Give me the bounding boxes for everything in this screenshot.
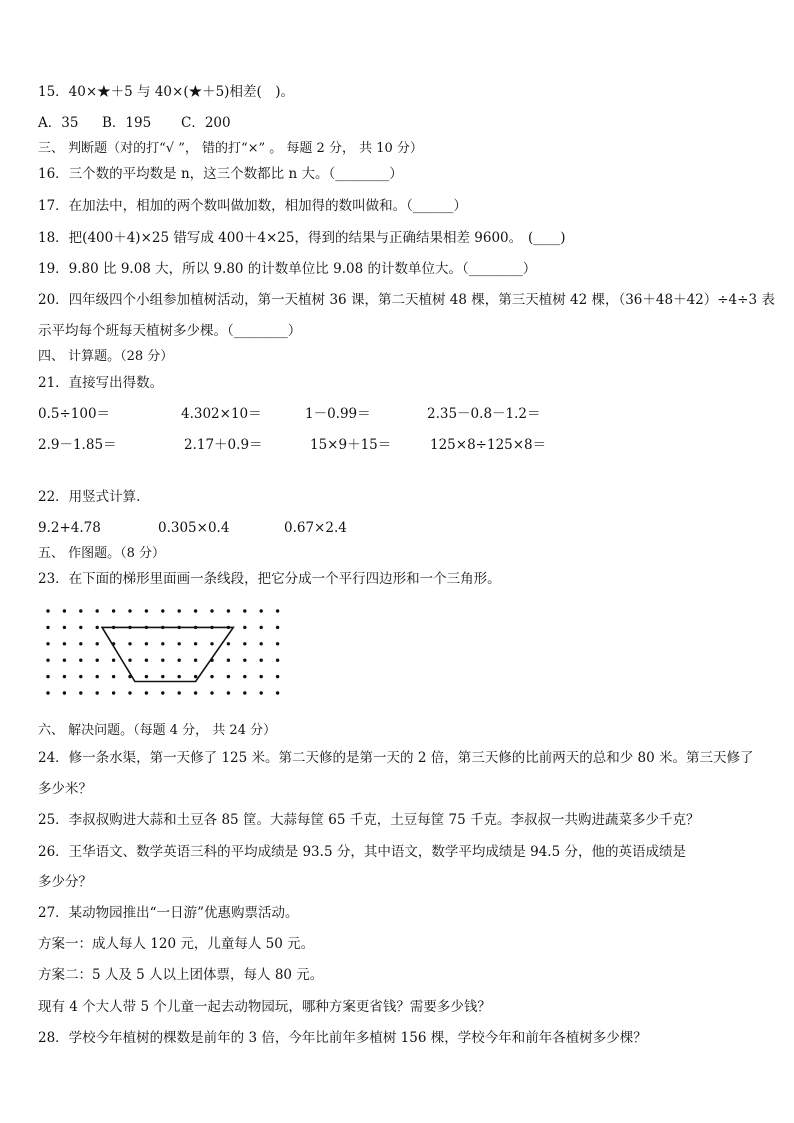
grid-dot (79, 691, 82, 694)
grid-dot (63, 609, 66, 612)
grid-dot (194, 609, 197, 612)
grid-dot (63, 691, 66, 694)
grid-dot (112, 675, 115, 678)
calc-item: 2.9－1.85＝ (38, 437, 117, 453)
grid-dot (63, 642, 66, 645)
grid-dot (260, 642, 263, 645)
calc-item: 125×8÷125×8＝ (430, 437, 547, 453)
grid-dot (178, 659, 181, 662)
question-25: 25．李叔叔购进大蒜和土豆各 85 筐。大蒜每筐 65 千克，土豆每筐 75 千克。李叔叔一共购进蔬菜多少千克？ (38, 812, 700, 828)
grid-dot (128, 642, 131, 645)
trapezoid-shape (102, 627, 233, 681)
question-24-line-2: 多少米？ (38, 781, 92, 797)
grid-dot (243, 659, 246, 662)
grid-dot (260, 675, 263, 678)
grid-dot (46, 626, 49, 629)
question-22-stem: 22．用竖式计算. (38, 489, 141, 505)
calc-item: 1－0.99＝ (305, 406, 371, 422)
grid-dot (79, 609, 82, 612)
grid-dot (210, 642, 213, 645)
vertical-calc-item: 0.67×2.4 (284, 520, 347, 536)
grid-dot (161, 642, 164, 645)
grid-dot (96, 642, 99, 645)
grid-dot (276, 675, 279, 678)
grid-dot (79, 659, 82, 662)
grid-dot (161, 659, 164, 662)
grid-dot (96, 675, 99, 678)
calc-item: 0.5÷100＝ (38, 406, 111, 422)
grid-dot (46, 659, 49, 662)
grid-dot (227, 675, 230, 678)
grid-dot (128, 609, 131, 612)
grid-dot (276, 691, 279, 694)
question-19: 19．9.80 比 9.08 大，所以 9.80 的计数单位比 9.08 的计数单位大。（________） (38, 261, 537, 277)
grid-dot (145, 691, 148, 694)
grid-dot (145, 642, 148, 645)
grid-dot (161, 691, 164, 694)
calc-item: 2.17＋0.9＝ (184, 437, 263, 453)
grid-dot (178, 691, 181, 694)
grid-dot (243, 691, 246, 694)
section-5-heading: 五、 作图题。（8 分） (38, 546, 166, 561)
grid-dot (227, 642, 230, 645)
question-26-line-1: 26．王华语文、数学英语三科的平均成绩是 93.5 分，其中语文，数学平均成绩是 94.5 分，他的英语成绩是 (38, 844, 686, 860)
grid-dot (210, 675, 213, 678)
question-26-line-2: 多少分？ (38, 874, 92, 890)
question-21-stem: 21．直接写出得数。 (38, 375, 164, 391)
grid-dot (276, 626, 279, 629)
grid-dot (46, 609, 49, 612)
grid-dot (112, 659, 115, 662)
grid-dot (161, 675, 164, 678)
grid-dot (210, 691, 213, 694)
question-15-stem: 15．40×★＋5 与 40×(★＋5)相差( )。 (38, 84, 294, 100)
grid-dot (96, 626, 99, 629)
question-27-plan-1: 方案一：成人每人 120 元，儿童每人 50 元。 (38, 936, 315, 952)
question-20-line-2: 示平均每个班每天植树多少棵。（________） (38, 323, 302, 339)
grid-dot (194, 642, 197, 645)
grid-dot (46, 691, 49, 694)
grid-dot (243, 642, 246, 645)
grid-dot (194, 659, 197, 662)
question-27-stem: 27．某动物园推出“一日游”优惠购票活动。 (38, 905, 299, 921)
grid-dot (145, 675, 148, 678)
grid-dot (276, 609, 279, 612)
question-18-blank: (____) (528, 230, 566, 246)
grid-dot (161, 609, 164, 612)
grid-dot (260, 609, 263, 612)
section-3-heading: 三、 判断题（对的打“√ ”， 错的打“×” 。 每题 2 分， 共 10 分） (38, 141, 423, 156)
grid-dot (96, 691, 99, 694)
grid-dot (128, 659, 131, 662)
question-15-option-b: B．195 (102, 115, 152, 131)
grid-dot (276, 642, 279, 645)
grid-dot (178, 609, 181, 612)
grid-dot (194, 675, 197, 678)
grid-dot (260, 659, 263, 662)
grid-dot (112, 609, 115, 612)
grid-dot (194, 691, 197, 694)
question-15-option-c: C．200 (181, 115, 231, 131)
grid-dot (243, 675, 246, 678)
grid-dot (227, 609, 230, 612)
section-6-heading: 六、 解决问题。（每题 4 分， 共 24 分） (38, 723, 277, 738)
grid-dot (79, 675, 82, 678)
grid-dot (178, 675, 181, 678)
grid-dot (276, 659, 279, 662)
section-4-heading: 四、 计算题。（28 分） (38, 349, 174, 364)
grid-dot (79, 626, 82, 629)
question-27-question: 现有 4 个大人带 5 个儿童一起去动物园玩，哪种方案更省钱？需要多少钱？ (38, 999, 491, 1015)
question-28: 28．学校今年植树的棵数是前年的 3 倍，今年比前年多植树 156 棵，学校今年和前年各植树多少棵？ (38, 1030, 647, 1046)
grid-dot (243, 626, 246, 629)
grid-dot (46, 642, 49, 645)
grid-dot (227, 691, 230, 694)
question-24-line-1: 24．修一条水渠，第一天修了 125 米。第二天修的是第一天的 2 倍，第三天修的比前两天的总和少 80 米。第三天修了 (38, 750, 754, 766)
question-18: 18．把(400＋4)×25 错写成 400＋4×25，得到的结果与正确结果相差 9600。 (38, 230, 523, 246)
question-16: 16．三个数的平均数是 n，这三个数都比 n 大。（________） (38, 166, 403, 182)
grid-dot (243, 609, 246, 612)
grid-dot (63, 675, 66, 678)
grid-dot (178, 642, 181, 645)
grid-dot (63, 626, 66, 629)
calc-item: 4.302×10＝ (181, 406, 262, 422)
vertical-calc-item: 0.305×0.4 (158, 520, 230, 536)
grid-dot (145, 659, 148, 662)
question-15-option-a: A．35 (38, 115, 79, 131)
grid-dot (145, 609, 148, 612)
calc-item: 2.35－0.8－1.2＝ (427, 406, 541, 422)
vertical-calc-item: 9.2+4.78 (38, 520, 101, 536)
question-20-line-1: 20．四年级四个小组参加植树活动，第一天植树 36 课，第二天植树 48 棵，第三天植树 42 棵，（36＋48＋42）÷4÷3 表 (38, 292, 775, 308)
grid-dot (96, 659, 99, 662)
question-17: 17．在加法中，相加的两个数叫做加数，相加得的数叫做和。（______） (38, 198, 467, 214)
calc-item: 15×9＋15＝ (310, 437, 392, 453)
dot-grid-figure[interactable] (38, 601, 298, 709)
grid-dot (128, 691, 131, 694)
grid-dot (46, 675, 49, 678)
grid-dot (210, 609, 213, 612)
grid-dot (227, 659, 230, 662)
question-27-plan-2: 方案二：5 人及 5 人以上团体票，每人 80 元。 (38, 967, 324, 983)
grid-dot (260, 691, 263, 694)
grid-dot (96, 609, 99, 612)
grid-dot (260, 626, 263, 629)
grid-dot (112, 691, 115, 694)
grid-dot (63, 659, 66, 662)
grid-dot (79, 642, 82, 645)
question-23: 23．在下面的梯形里面画一条线段，把它分成一个平行四边形和一个三角形。 (38, 571, 501, 587)
